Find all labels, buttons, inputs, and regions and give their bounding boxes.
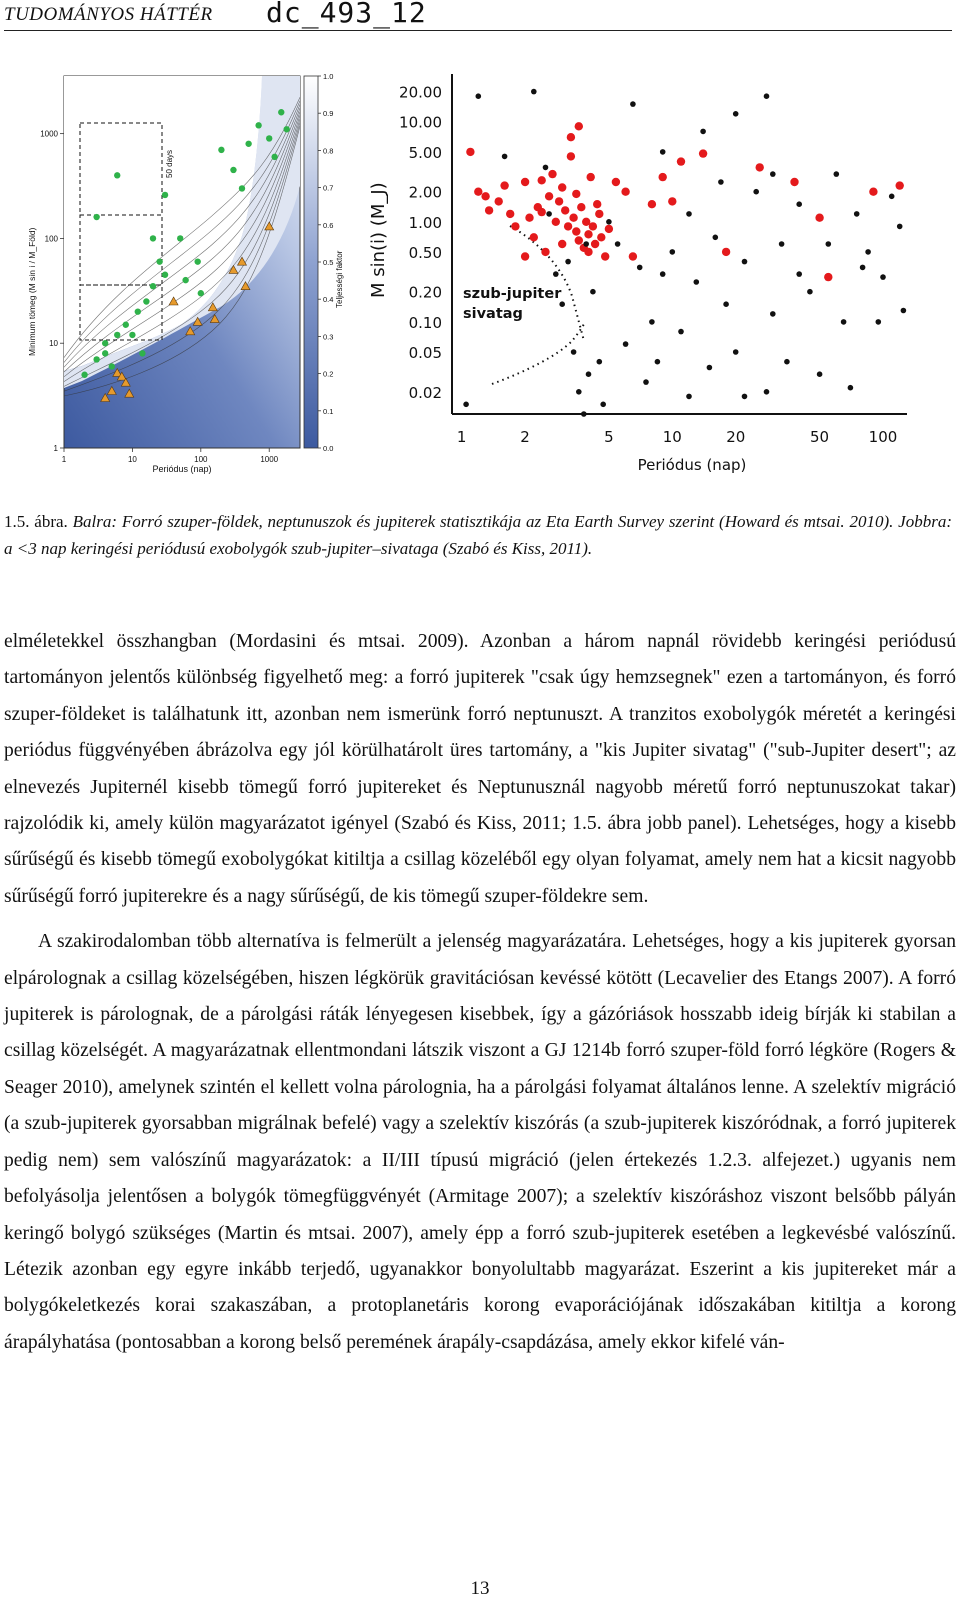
- left-figure: [22, 66, 342, 486]
- desert-annotation-line2: sivatag: [463, 306, 523, 322]
- red-data-point: [790, 178, 798, 186]
- black-data-point: [476, 93, 482, 99]
- red-data-point: [567, 133, 575, 141]
- black-data-point: [826, 241, 832, 247]
- black-data-point: [854, 211, 860, 217]
- body-text: [4, 624, 956, 1361]
- black-data-point: [713, 235, 719, 241]
- right-y-tick-label: 0.10: [408, 313, 442, 332]
- colorbar-tick-label: 0.7: [323, 183, 334, 193]
- black-data-point: [600, 402, 606, 408]
- red-data-point: [621, 188, 629, 196]
- red-data-point: [815, 214, 823, 222]
- left-y-tick-label: 100: [44, 234, 58, 244]
- black-data-point: [764, 93, 770, 99]
- red-data-point: [511, 222, 519, 230]
- red-data-point: [521, 252, 529, 260]
- green-planet-marker: [266, 135, 272, 141]
- green-planet-marker: [129, 332, 135, 338]
- green-planet-marker: [102, 340, 108, 346]
- colorbar-tick-label: 0.5: [323, 258, 334, 267]
- black-data-point: [876, 319, 882, 325]
- left-x-tick-label: 100: [194, 455, 208, 464]
- right-x-tick-label: 10: [662, 428, 682, 446]
- black-data-point: [718, 179, 724, 185]
- green-planet-marker: [162, 192, 168, 198]
- black-data-point: [660, 271, 666, 277]
- right-y-tick-label: 5.00: [408, 143, 442, 162]
- black-data-point: [686, 394, 692, 400]
- black-data-point: [502, 154, 508, 160]
- red-data-point: [668, 197, 676, 205]
- paragraph-1: elméletekkel összhangban (Mordasini és mtsai. 2009). Azonban a három napnál rövidebb keringési periódusú tartományon jelentős különbség figyelhető meg: a forró jupiterek "csak úgy hemzsegnek" ezen a tartományon, és forró szuper-földeket is találhatunk itt, azonban nem ismerünk forró neptunuszt. A tranzitos exobolygók méretét a keringési periódus függvényében ábrázolva egy jól körülhatárolt üres tartomány, a "kis Jupiter sivatag" ("sub-Jupiter desert"; az elnevezés Jupiternél kisebb tömegű forró jupitereket és Neptunusznál nagyobb méretű forró neptunuszokat takar) rajzolódik ki, amely külön magyarázatot igényel (Szabó és Kiss, 2011; 1.5. ábra jobb panel). Lehetséges, hogy a kisebb sűrűségű és kisebb tömegű exobolygókat kitiltja a csillag közeléből egy olyan folyamat, amely nem hat a kicsit nagyobb sűrűségű forró jupiterekre és a nagy sűrűségű, de kis tömegű szuper-földekre sem.: [4, 631, 956, 907]
- black-data-point: [559, 301, 565, 307]
- red-data-point: [587, 173, 595, 181]
- left-x-tick-label: 1: [61, 455, 67, 464]
- colorbar-label: Teljességi faktor: [335, 250, 344, 308]
- right-x-ticks: [457, 428, 897, 446]
- black-data-point: [678, 329, 684, 335]
- black-data-point: [807, 289, 813, 295]
- right-y-ticks: [399, 84, 442, 402]
- black-data-point: [686, 211, 692, 217]
- green-planet-marker: [123, 322, 129, 328]
- black-data-point: [779, 241, 785, 247]
- red-data-point: [521, 178, 529, 186]
- red-data-point: [538, 208, 546, 216]
- black-data-point: [770, 171, 776, 177]
- red-data-point: [548, 170, 556, 178]
- green-planet-marker: [245, 141, 251, 147]
- red-data-point: [506, 210, 514, 218]
- black-data-point: [615, 241, 621, 247]
- right-y-tick-label: 10.00: [399, 113, 442, 132]
- right-y-tick-label: 1.00: [408, 213, 442, 232]
- red-data-point: [558, 183, 566, 191]
- black-data-point: [623, 341, 629, 347]
- colorbar-tick-label: 0.4: [323, 295, 334, 305]
- red-data-point: [593, 200, 601, 208]
- red-data-point: [474, 188, 482, 196]
- red-data-point: [584, 248, 592, 256]
- colorbar-tick-label: 0.3: [323, 332, 334, 342]
- black-data-point: [860, 265, 866, 271]
- red-data-point: [601, 252, 609, 260]
- right-x-tick-label: 50: [810, 428, 830, 446]
- red-data-point: [756, 163, 764, 171]
- green-planet-marker: [93, 356, 99, 362]
- colorbar-tick-label: 0.6: [323, 220, 334, 230]
- black-data-point: [543, 165, 549, 171]
- left-y-tick-label: 10: [49, 339, 58, 349]
- black-data-point: [531, 89, 537, 95]
- black-data-point: [643, 379, 649, 385]
- figure-caption: [4, 508, 952, 562]
- green-planet-marker: [93, 214, 99, 220]
- black-data-point: [897, 224, 903, 230]
- colorbar: [304, 76, 318, 448]
- black-data-point: [770, 311, 776, 317]
- black-data-point: [841, 319, 847, 325]
- desert-boundary-lower: [492, 324, 584, 384]
- green-planet-marker: [255, 122, 261, 128]
- right-y-tick-label: 0.05: [408, 343, 442, 362]
- red-data-point: [466, 148, 474, 156]
- black-data-point: [796, 201, 802, 207]
- black-data-point: [581, 411, 587, 417]
- green-planet-marker: [81, 372, 87, 378]
- black-data-point: [597, 359, 603, 365]
- right-y-label: M sin(i) (M_J): [368, 182, 389, 298]
- green-planet-marker: [182, 277, 188, 283]
- red-data-point: [577, 203, 585, 211]
- red-data-point: [530, 233, 538, 241]
- green-planet-marker: [283, 126, 289, 132]
- red-data-point: [572, 227, 580, 235]
- scatter-points: [463, 89, 906, 417]
- red-data-point: [525, 214, 533, 222]
- black-data-point: [576, 389, 582, 395]
- black-data-point: [546, 211, 552, 217]
- black-data-point: [796, 271, 802, 277]
- black-data-point: [817, 371, 823, 377]
- green-planet-marker: [150, 283, 156, 289]
- green-planet-marker: [114, 332, 120, 338]
- black-data-point: [742, 394, 748, 400]
- black-data-point: [565, 259, 571, 265]
- right-x-tick-label: 20: [726, 428, 746, 446]
- red-data-point: [495, 197, 503, 205]
- black-data-point: [694, 279, 700, 285]
- black-data-point: [848, 385, 854, 391]
- paragraph-2: A szakirodalomban több alternatíva is felmerült a jelenség magyarázatára. Lehetséges, hogy a kis jupiterek gyorsan elpárolognak a csillag közelségében, hiszen légkörük gravitációsan kevéssé kötött (Lecavelier des Etangs 2007). A forró jupiterek is párolognak, de a párolgási ráták lényegesen kisebbek, így a gázóriások hosszabb ideig bírják ki stabilan a csillag közelségét. A magyarázatnak ellentmondani látszik viszont a GJ 1214b forró szuper-föld forró légköre (Rogers & Seager 2010), amelynek szintén el kellett volna párolognia, ha a párolgási folyamat általános lenne. A szelektív migráció (a szub-jupiterek gyorsabban migrálnak befelé) vagy a szelektív kiszórás (a szub-jupiterek kiszóródnak, a forró jupiterek pedig nem) sem valószínű magyarázatok: a II/III típusú migráció (jelen értekezés 1.2.3. alfejezet.) ugyanis nem befolyásolja jelentősen a bolygók tömegfüggvényét (Armitage 2007); a szelektív kiszóráshoz viszont belsőbb pályán keringő bolygó szükséges (Martin és mtsai. 2007), amely épp a forró szub-jupiterek esetében a legkevésbé valószínű. Létezik azonban egy egyre inkább terjedő, ugyanakkor bonyolultabb magyarázat. Eszerint a kis jupitereket már a bolygókeletkezés korai szakaszában, a protoplanetáris korong evaporációjának időszakában kitiltja a korong árapályhatása (pontosabban a korong belső peremének árapály-csapdázása, amely ekkor kifelé ván-: [4, 931, 956, 1353]
- header-code: dc_493_12: [266, 0, 427, 29]
- colorbar-tick-label: 0.9: [323, 109, 334, 119]
- green-planet-marker: [194, 258, 200, 264]
- caption-label: 1.5. ábra.: [4, 512, 68, 531]
- desert-boundary-upper: [510, 226, 584, 341]
- black-data-point: [707, 365, 713, 371]
- colorbar-tick-label: 1.0: [323, 72, 334, 81]
- colorbar-tick-label: 0.1: [323, 406, 334, 416]
- green-planet-marker: [239, 185, 245, 191]
- right-figure: [362, 66, 937, 486]
- red-data-point: [595, 210, 603, 218]
- red-data-point: [591, 240, 599, 248]
- green-planet-marker: [150, 235, 156, 241]
- left-x-tick-label: 1000: [260, 455, 279, 464]
- red-data-point: [869, 188, 877, 196]
- black-data-point: [700, 129, 706, 135]
- black-data-point: [660, 149, 666, 155]
- header-title: TUDOMÁNYOS HÁTTÉR: [4, 4, 213, 25]
- right-y-tick-label: 0.50: [408, 243, 442, 262]
- black-data-point: [733, 111, 739, 117]
- black-data-point: [733, 349, 739, 355]
- green-planet-marker: [135, 308, 141, 314]
- green-planet-marker: [102, 350, 108, 356]
- right-x-tick-label: 5: [604, 428, 614, 446]
- red-data-point: [564, 222, 572, 230]
- black-data-point: [553, 271, 559, 277]
- red-data-point: [558, 240, 566, 248]
- red-data-point: [481, 192, 489, 200]
- black-data-point: [889, 194, 895, 200]
- left-x-ticks: [62, 448, 279, 464]
- right-x-tick-label: 1: [456, 428, 467, 446]
- black-data-point: [637, 265, 643, 271]
- red-data-point: [555, 197, 563, 205]
- green-planet-marker: [156, 258, 162, 264]
- red-data-point: [722, 248, 730, 256]
- black-data-point: [649, 319, 655, 325]
- running-header: [4, 0, 952, 31]
- red-data-point: [545, 192, 553, 200]
- red-data-point: [500, 181, 508, 189]
- green-planet-marker: [177, 235, 183, 241]
- days-annotation: 50 days: [165, 149, 174, 178]
- red-data-point: [699, 149, 707, 157]
- desert-annotation-line1: szub-jupiter: [463, 286, 562, 302]
- black-data-point: [834, 171, 840, 177]
- green-planet-marker: [271, 154, 277, 160]
- colorbar-tick-label: 0.0: [323, 444, 334, 453]
- red-data-point: [659, 173, 667, 181]
- colorbar-ticks: [318, 72, 333, 453]
- red-data-point: [629, 252, 637, 260]
- black-data-point: [670, 249, 676, 255]
- green-planet-marker: [218, 147, 224, 153]
- black-data-point: [742, 259, 748, 265]
- green-planet-marker: [230, 167, 236, 173]
- right-y-tick-label: 20.00: [399, 83, 442, 102]
- red-data-point: [538, 176, 546, 184]
- red-data-point: [597, 233, 605, 241]
- red-data-point: [572, 190, 580, 198]
- left-y-tick-label: 1000: [40, 129, 58, 139]
- black-data-point: [586, 371, 592, 377]
- green-planet-marker: [143, 298, 149, 304]
- red-data-point: [612, 178, 620, 186]
- left-x-label: Periódus (nap): [152, 464, 212, 474]
- black-data-point: [463, 402, 469, 408]
- red-data-point: [584, 230, 592, 238]
- red-data-point: [552, 218, 560, 226]
- left-x-tick-label: 10: [127, 455, 137, 464]
- black-data-point: [753, 189, 759, 195]
- green-planet-marker: [114, 172, 120, 178]
- right-x-label: Periódus (nap): [637, 456, 747, 474]
- left-y-ticks: [40, 130, 64, 453]
- page-number: 13: [470, 1578, 490, 1599]
- red-data-point: [896, 181, 904, 189]
- red-data-point: [824, 273, 832, 281]
- green-planet-marker: [162, 272, 168, 278]
- black-data-point: [590, 289, 596, 295]
- black-data-point: [723, 301, 729, 307]
- red-data-point: [569, 214, 577, 222]
- right-y-tick-label: 2.00: [408, 183, 442, 202]
- right-x-tick-label: 2: [520, 428, 530, 446]
- red-data-point: [561, 206, 569, 214]
- right-y-tick-label: 0.02: [408, 383, 442, 402]
- green-planet-marker: [109, 363, 115, 369]
- right-x-tick-label: 100: [868, 428, 898, 446]
- red-data-point: [485, 206, 493, 214]
- red-data-point: [575, 236, 583, 244]
- black-data-point: [583, 241, 589, 247]
- colorbar-tick-label: 0.8: [323, 146, 334, 156]
- red-data-point: [677, 157, 685, 165]
- black-data-point: [880, 274, 886, 280]
- green-planet-marker: [278, 109, 284, 115]
- black-data-point: [764, 389, 770, 395]
- black-data-point: [865, 249, 871, 255]
- black-data-point: [784, 359, 790, 365]
- black-data-point: [606, 219, 612, 225]
- caption-text: Balra: Forró szuper-földek, neptunuszok és jupiterek statisztikája az Eta Earth Survey szerint (Howard és mtsai. 2010). Jobbra: a <3 nap keringési periódusú exobolygók szub-jupiter–sivataga (Szabó és Kiss, 2011).: [4, 512, 952, 558]
- colorbar-tick-label: 0.2: [323, 369, 334, 379]
- black-data-point: [630, 101, 636, 107]
- red-data-point: [605, 225, 613, 233]
- black-data-point: [655, 359, 661, 365]
- red-data-point: [575, 122, 583, 130]
- black-data-point: [571, 349, 577, 355]
- left-y-tick-label: 1: [53, 444, 58, 453]
- green-planet-marker: [139, 350, 145, 356]
- black-data-point: [901, 308, 907, 314]
- green-planet-marker: [198, 290, 204, 296]
- red-data-point: [589, 222, 597, 230]
- red-data-point: [567, 152, 575, 160]
- red-data-point: [541, 248, 549, 256]
- red-data-point: [648, 200, 656, 208]
- left-y-label: Minimum tömeg (M sin i / M_Föld): [27, 227, 37, 356]
- right-y-tick-label: 0.20: [408, 283, 442, 302]
